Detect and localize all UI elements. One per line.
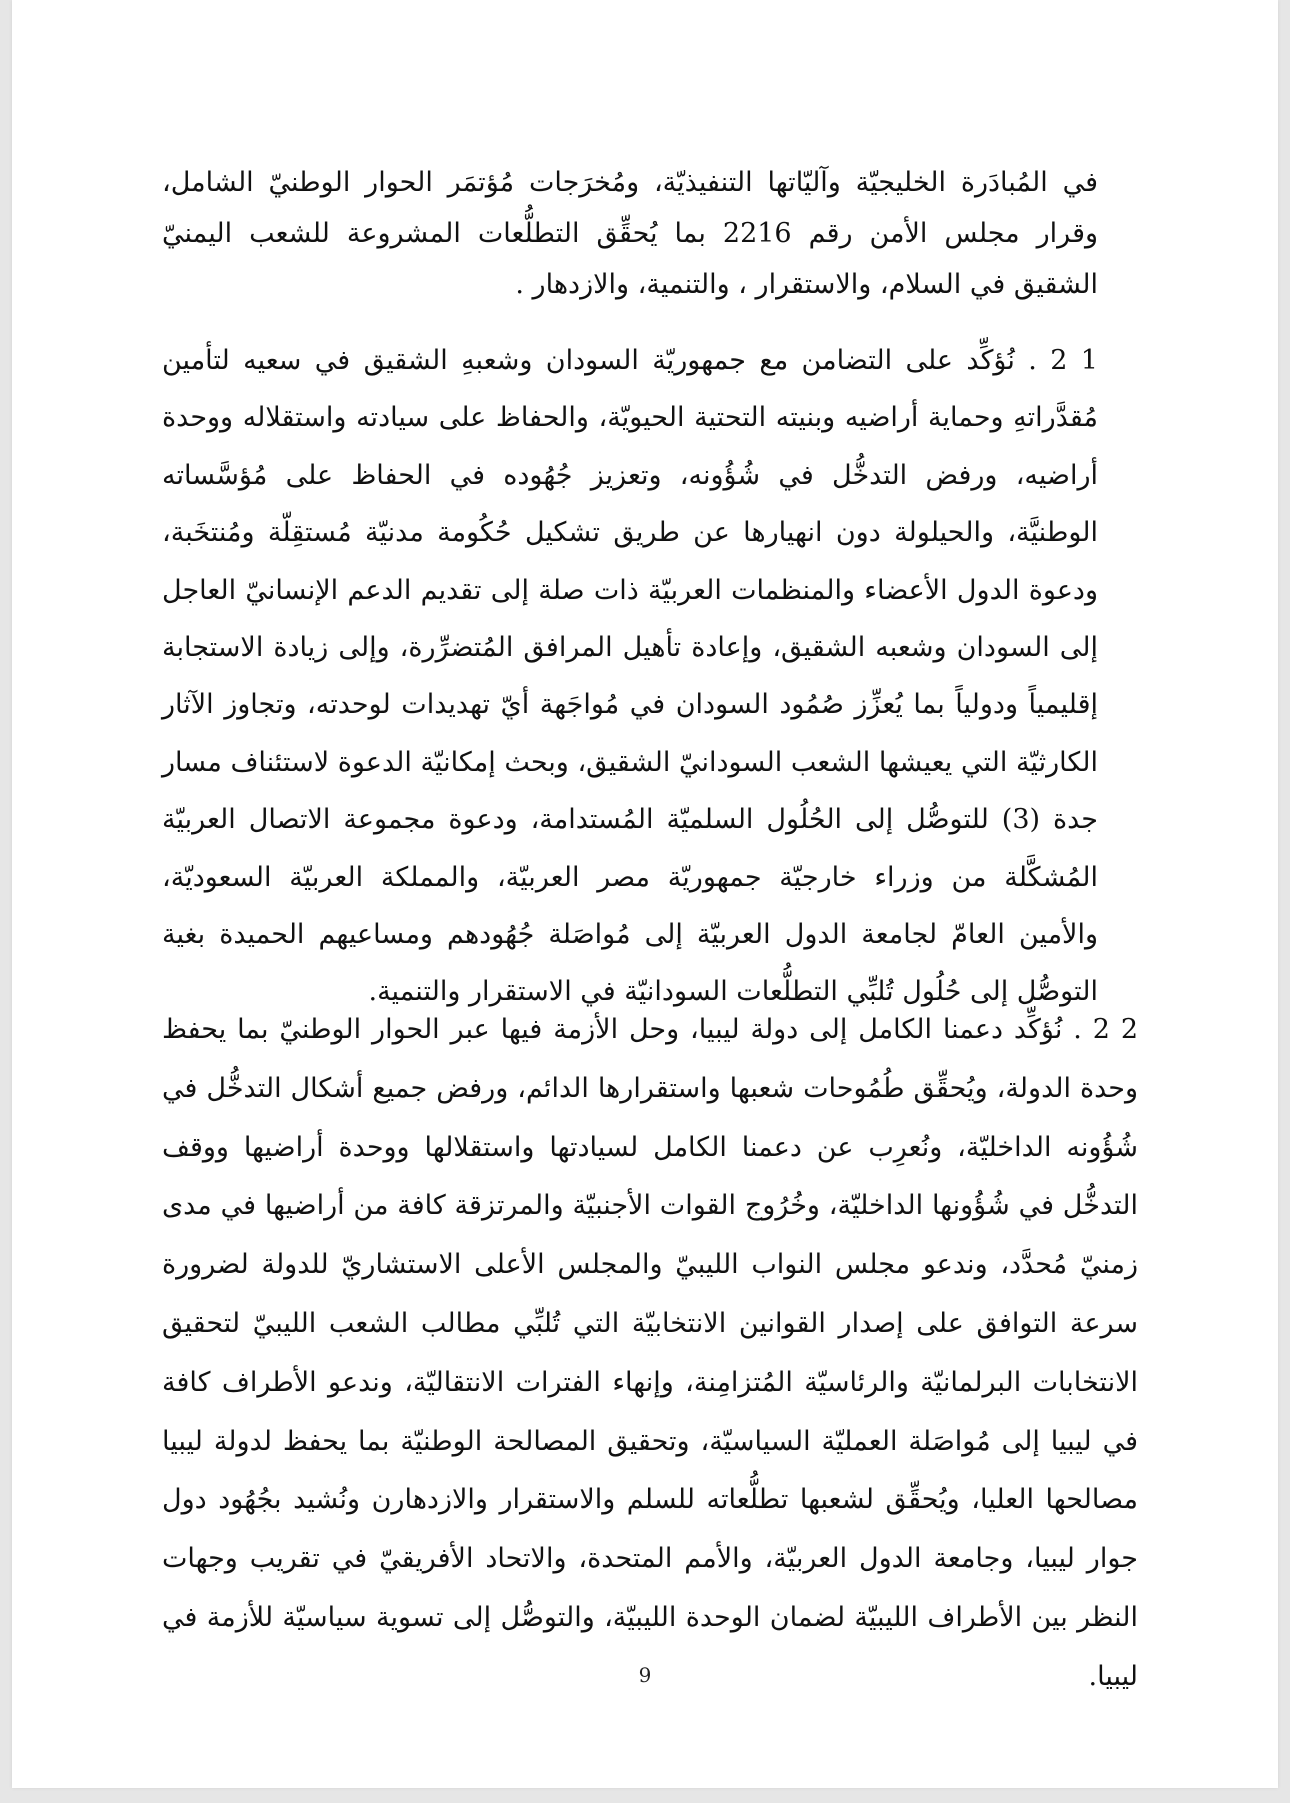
document-page [12, 0, 1278, 1788]
item-number: 1 2 . [1028, 345, 1098, 376]
intro-paragraph [162, 157, 1098, 310]
list-item-first [162, 332, 1098, 1021]
list-item-text [162, 332, 1098, 1021]
intro-paragraph-text: في المُبادَرة الخليجيّة وآليّاتها التنفيذيّة، ومُخرَجات مُؤتمَر الحوار الوطنيّ الشامل، وقرار مجلس الأمن رقم 2216 بما يُحقِّق التطلُّعات المشروعة للشعب اليمنيّ الشقيق في السلام، والاستقرار ، والتنمية، والازدهار . [162, 167, 1099, 300]
page-number: 9 [638, 1663, 652, 1687]
list-item-text [162, 1001, 1138, 1707]
item-body: نُؤكِّد دعمنا الكامل إلى دولة ليبيا، وحل الأزمة فيها عبر الحوار الوطنيّ بما يحفظ وحدة الدولة، ويُحقِّق طُمُوحات شعبها واستقرارها الدائم، ورفض جميع أشكال التدخُّل في شُؤُونه الداخليّة، ونُعرِب عن دعمنا الكامل لسيادتها واستقلالها ووحدة أراضيها ووقف التدخُّل في شُؤُونها الداخليّة، وخُرُوج القوات الأجنبيّة والمرتزقة كافة من أراضيها في مدى زمنيّ مُحدَّد، وندعو مجلس النواب الليبيّ والمجلس الأعلى الاستشاريّ للدولة لضرورة سرعة التوافق على إصدار القوانين الانتخابيّة التي تُلبِّي مطالب الشعب الليبيّ لتحقيق الانتخابات البرلمانيّة والرئاسيّة المُتزامِنة، وإنهاء الفترات الانتقاليّة، وندعو الأطراف كافة في ليبيا إلى مُواصَلة العمليّة السياسيّة، وتحقيق المصالحة الوطنيّة بما يحفظ لدولة ليبيا مصالحها العليا، ويُحقِّق لشعبها تطلُّعاته للسلم والاستقرار والازدهارن ونُشيد بجُهُود دول جوار ليبيا، وجامعة الدول العربيّة، والأمم المتحدة، والاتحاد الأفريقيّ في تقريب وجهات النظر بين الأطراف الليبيّة لضمان الوحدة الليبيّة، والتوصُّل إلى تسوية سياسيّة للأزمة في ليبيا. [162, 1014, 1138, 1692]
list-item-second [162, 1001, 1138, 1707]
item-number: 2 2 . [1073, 1014, 1138, 1045]
item-body: نُؤكِّد على التضامن مع جمهوريّة السودان وشعبهِ الشقيق في سعيه لتأمين مُقدَّراتهِ وحماية أراضيه وبنيته التحتية الحيويّة، والحفاظ على سيادته واستقلاله ووحدة أراضيه، ورفض التدخُّل في شُؤُونه، وتعزيز جُهُوده في الحفاظ على مُؤسَّساته الوطنيَّة، والحيلولة دون انهيارها عن طريق تشكيل حُكُومة مدنيّة مُستقِلّة ومُنتخَبة، ودعوة الدول الأعضاء والمنظمات العربيّة ذات صلة إلى تقديم الدعم الإنسانيّ العاجل إلى السودان وشعبه الشقيق، وإعادة تأهيل المرافق المُتضرِّرة، وإلى زيادة الاستجابة إقليمياً ودولياً بما يُعزِّز صُمُود السودان في مُواجَهة أيّ تهديدات لوحدته، وتجاوز الآثار الكارثيّة التي يعيشها الشعب السودانيّ الشقيق، وبحث إمكانيّة الدعوة لاستئناف مسار جدة (3) للتوصُّل إلى الحُلُول السلميّة المُستدامة، ودعوة مجموعة الاتصال العربيّة المُشكَّلة من وزراء خارجيّة جمهوريّة مصر العربيّة، والمملكة العربيّة السعوديّة، والأمين العامّ لجامعة الدول العربيّة إلى مُواصَلة جُهُودهم ومساعيهم الحميدة بغية التوصُّل إلى حُلُول تُلبِّي التطلُّعات السودانيّة في الاستقرار والتنمية. [162, 345, 1098, 1008]
